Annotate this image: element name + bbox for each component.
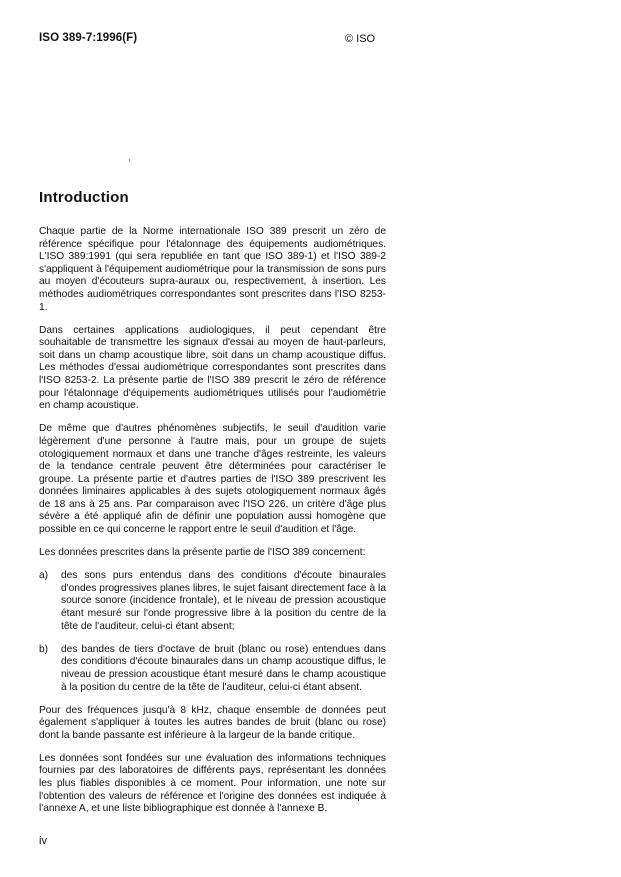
page-number: iv	[39, 835, 47, 847]
list-item-label: a)	[39, 570, 49, 582]
standard-id: ISO 389-7:1996(F)	[39, 32, 138, 44]
copyright-notice: © ISO	[345, 33, 376, 45]
section-body	[39, 226, 386, 826]
paragraph-4: Les données prescrites dans la présente partie de l'ISO 389 concernent:	[39, 547, 366, 559]
paragraph-2: Dans certaines applications audiologiques, il peut cependant être souhaitable de transmettre les signaux d'essai au moyen de haut-parleurs, soit dans un champ acoustique libre, soit dans un champ acoustique diffus. Les méthodes d'essai audiométrique correspondantes sont prescrites dans l'ISO 8253-2. La présente partie de l'ISO 389 prescrit le zéro de référence pour l'étalonnage d'équipements audiométriques utilisés pour l'audiométrie en champ acoustique.	[39, 324, 386, 412]
section-title: Introduction	[39, 189, 129, 206]
list-item-label: b)	[39, 643, 49, 655]
paragraph-1: Chaque partie de la Norme internationale ISO 389 prescrit un zéro de référence spécifique pour l'étalonnage des équipements audiométriques. L'ISO 389:1991 (qui sera republiée en tant que ISO 389-1) et l'ISO 389-2 s'appliquent à l'équipement audiométrique pour la transmission de sons purs au moyen d'écouteurs supra-auraux ou, respectivement, à insertion. Les méthodes audiométriques correspondantes sont prescrites dans l'ISO 8253-1.	[39, 226, 386, 313]
paragraph-3: De même que d'autres phénomènes subjectifs, le seuil d'audition varie légèrement d'une personne à l'autre mais, pour un groupe de sujets otologiquement normaux et dans une tranche d'âges restreinte, les valeurs de la tendance centrale peuvent être déterminées pour caractériser le groupe. La présente partie et d'autres parties de l'ISO 389 prescrivent les données liminaires applicables à des sujets otologiquement normaux âgés de 18 ans à 25 ans. Par comparaison avec l'ISO 226, un critère d'âge plus sévère a été appliqué afin de définir une population aussi homogène que possible en ce qui concerne le rapport entre le seuil d'audition et l'âge.	[39, 423, 386, 536]
list-item-text: des sons purs entendus dans des conditions d'écoute binaurales d'ondes progressives planes libres, le sujet faisant directement face à la source sonore (incidence frontale), et le niveau de pression acoustique étant mesuré sur l'onde progressive libre à la position du centre de la tête de l'auditeur, celui-ci étant absent;	[61, 570, 386, 632]
list-item-text: des bandes de tiers d'octave de bruit (blanc ou rose) entendues dans des conditions d'écoute binaurales dans un champ acoustique diffus, le niveau de pression acoustique étant mesuré dans le champ acoustique à la position du centre de la tête de l'auditeur, celui-ci étant absent.	[61, 643, 386, 693]
list-item-a	[39, 570, 386, 633]
paragraph-5: Pour des fréquences jusqu'à 8 kHz, chaque ensemble de données peut également s'appliquer à toutes les autres bandes de bruit (blanc ou rose) dont la bande passante est inférieure à la largeur de la bande critique.	[39, 704, 386, 741]
list-item-b	[39, 644, 386, 694]
scan-speck	[129, 159, 130, 162]
paragraph-6: Les données sont fondées sur une évaluation des informations techniques fournies par des laboratoires de différents pays, représentant les données les plus fiables disponibles à ce moment. Pour information, une note sur l'obtention des valeurs de référence et l'origine des données est indiquée à l'annexe A, et une liste bibliographique est donnée à l'annexe B.	[39, 752, 386, 815]
